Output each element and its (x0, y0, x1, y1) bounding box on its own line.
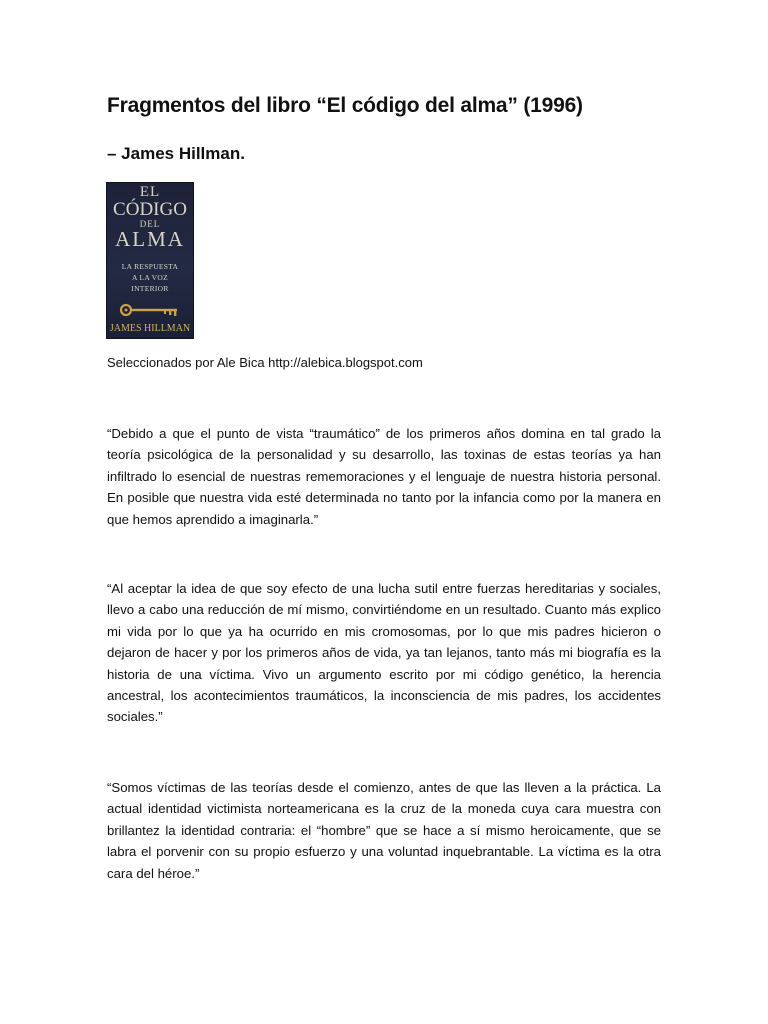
key-icon (117, 303, 185, 317)
cover-subtitle-line-3: INTERIOR (131, 284, 169, 293)
quote-paragraph: “Somos víctimas de las teorías desde el comienzo, antes de que las lleven a la práctica. La actual identidad victimista norteamericana es la cruz de la moneda cuya cara muestra con brillantez la identidad contraria: el “hombre” que se hace a sí mismo heroicamente, que se labra el porvenir con su propio esfuerzo y una voluntad inquebrantable. La víctima es la otra cara del héroe.” (107, 780, 661, 881)
cover-title-el: EL (139, 184, 161, 200)
cover-subtitle-line-2: A LA VOZ (131, 273, 168, 282)
book-cover-image (106, 182, 194, 339)
quote-paragraph: “Al aceptar la idea de que soy efecto de una lucha sutil entre fuerzas hereditarias y sociales, llevo a cabo una reducción de mí mismo, convirtiéndome en un resultado. Cuanto más explico mi vida por lo que ya ha ocurrido en mis cromosomas, por lo que mis padres hicieron o dejaron de hacer y por los primeros años de vida, ya tan lejanos, tanto más mi biografía es la historia de una víctima. Vivo un argumento escrito por mi código genético, la herencia ancestral, los acontecimientos traumáticos, la inconsciencia de mis padres, los accidentes sociales.” (107, 581, 661, 725)
author-line: – James Hillman. (107, 144, 245, 163)
document-title: Fragmentos del libro “El código del alma” (1996) (107, 94, 583, 117)
quote-paragraph: “Debido a que el punto de vista “traumático” de los primeros años domina en tal grado la teoría psicológica de la personalidad y su desarrollo, las toxinas de estas teorías ya han infiltrado lo esencial de nuestras rememoraciones y el lenguaje de nuestra historia personal. En posible que nuestra vida esté determinada no tanto por la infancia como por la manera en que hemos aprendido a imaginarla.” (107, 426, 661, 527)
cover-title-del: DEL (139, 219, 161, 229)
cover-subtitle (111, 261, 189, 294)
cover-title-codigo: CÓDIGO (113, 199, 187, 220)
credit-line: Seleccionados por Ale Bica http://alebica.blogspot.com (107, 355, 423, 370)
cover-subtitle-line-1: LA RESPUESTA (121, 262, 179, 271)
cover-title-alma: ALMA (115, 227, 185, 251)
cover-author: JAMES HILLMAN (109, 323, 191, 334)
